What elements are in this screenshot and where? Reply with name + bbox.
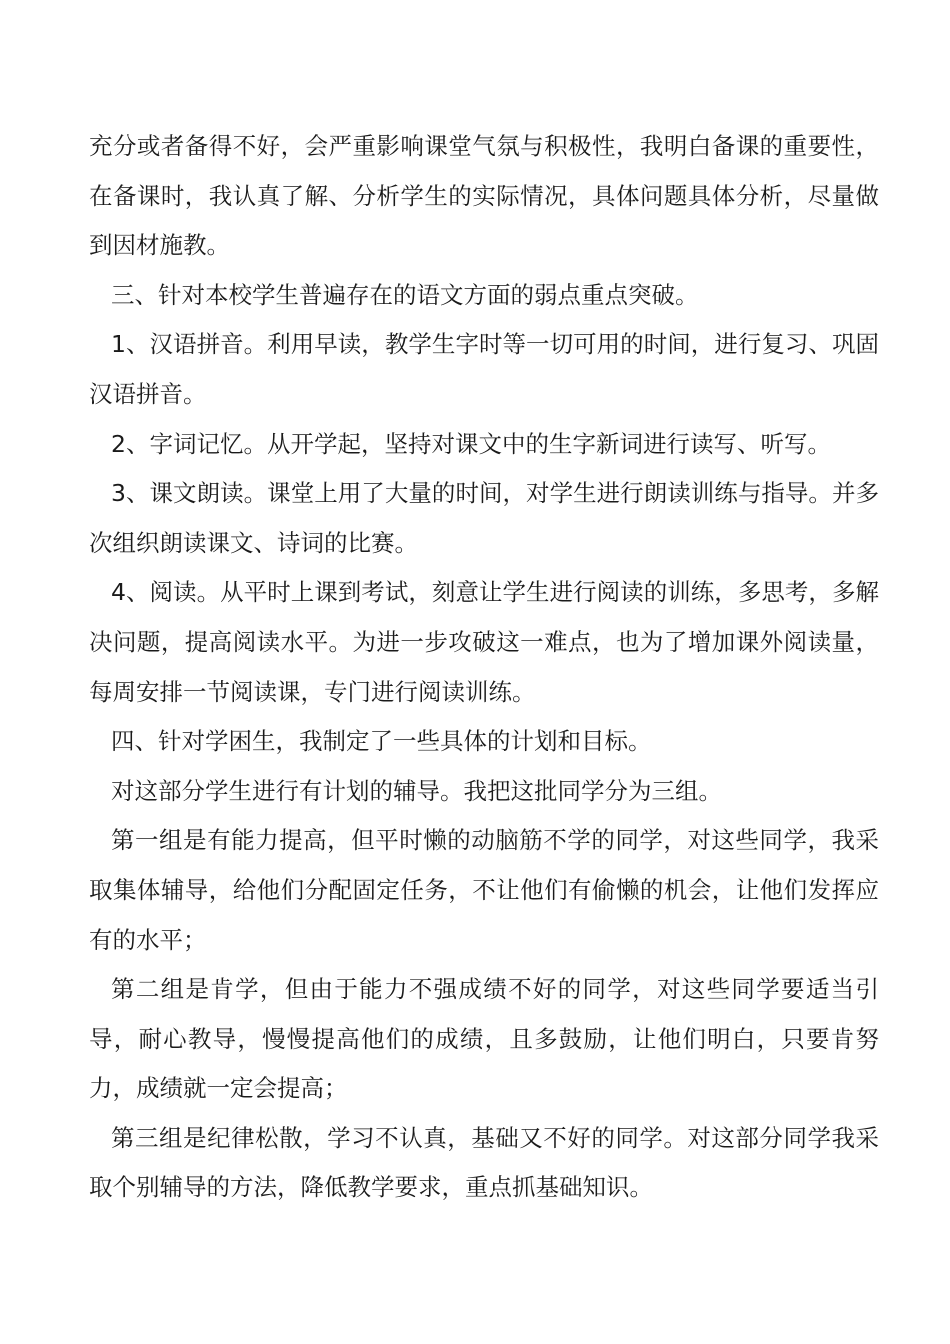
section-heading-three: 三、针对本校学生普遍存在的语文方面的弱点重点突破。: [111, 280, 699, 309]
paragraph-group-three: 第三组是纪律松散，学习不认真，基础又不好的同学。对这部分同学我采取个别辅导的方法，降低教学要求，重点抓基础知识。: [89, 1123, 879, 1202]
list-item-reading-aloud: 3、课文朗读。课堂上用了大量的时间，对学生进行朗读训练与指导。并多次组织朗读课文、诗词的比赛。: [89, 479, 879, 557]
paragraph-group-two: 第二组是肯学，但由于能力不强成绩不好的同学，对这些同学要适当引导，耐心教导，慢慢提高他们的成绩，且多鼓励，让他们明白，只要肯努力，成绩就一定会提高；: [89, 975, 879, 1103]
list-item-pinyin: 1、汉语拼音。利用早读，教学生字时等一切可用的时间，进行复习、巩固汉语拼音。: [89, 330, 879, 408]
paragraph-continuation: 充分或者备得不好，会严重影响课堂气氛与积极性，我明白备课的重要性，在备课时，我认真了解、分析学生的实际情况，具体问题具体分析，尽量做到因材施教。: [89, 132, 879, 260]
paragraph-grouping: 对这部分学生进行有计划的辅导。我把这批同学分为三组。: [111, 776, 722, 805]
list-item-vocabulary: 2、字词记忆。从开学起，坚持对课文中的生字新词进行读写、听写。: [111, 429, 831, 458]
paragraph-group-one: 第一组是有能力提高，但平时懒的动脑筋不学的同学，对这些同学，我采取集体辅导，给他们分配固定任务，不让他们有偷懒的机会，让他们发挥应有的水平；: [89, 826, 879, 954]
document-body: [89, 122, 879, 1213]
section-heading-four: 四、针对学困生，我制定了一些具体的计划和目标。: [111, 727, 652, 756]
list-item-reading: 4、阅读。从平时上课到考试，刻意让学生进行阅读的训练，多思考，多解决问题，提高阅读水平。为进一步攻破这一难点，也为了增加课外阅读量，每周安排一节阅读课，专门进行阅读训练。: [89, 578, 879, 706]
